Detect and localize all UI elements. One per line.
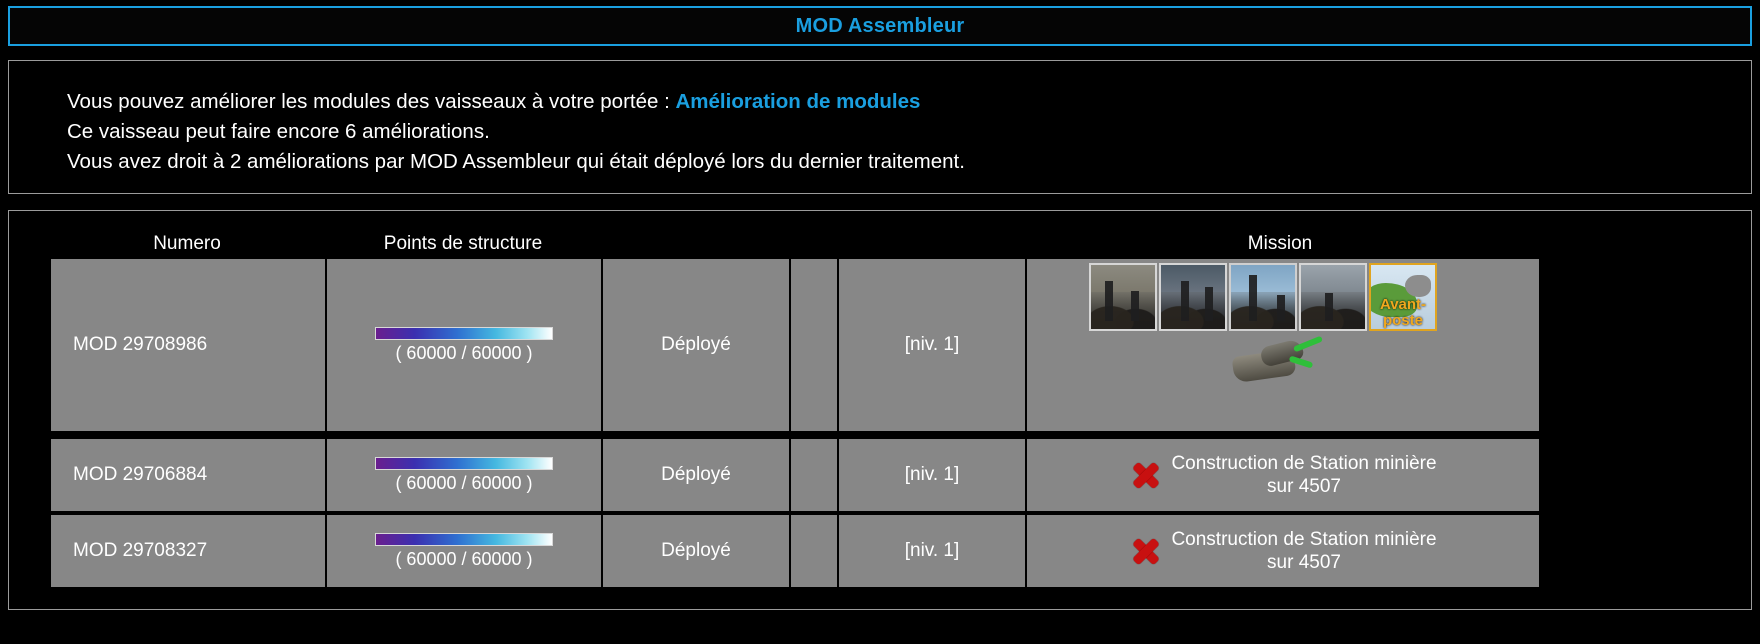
cell-mission <box>1027 515 1539 587</box>
window-titlebar <box>8 6 1752 46</box>
structure-label: ( 60000 / 60000 ) <box>395 342 533 363</box>
cell-blank <box>791 515 837 587</box>
cell-structure <box>327 439 601 511</box>
info-line-3: Vous avez droit à 2 améliorations par MOD Assembleur qui était déployé lors du dernier traitement. <box>67 150 965 173</box>
info-panel <box>8 60 1752 194</box>
cell-level: [niv. 1] <box>839 439 1025 511</box>
column-header-numero: Numero <box>153 233 221 254</box>
table-row[interactable] <box>51 439 1539 511</box>
mission-thumb-1-icon[interactable] <box>1089 263 1157 331</box>
cell-state: Déployé <box>603 515 789 587</box>
cell-level: [niv. 1] <box>839 515 1025 587</box>
column-header-mission: Mission <box>1247 233 1313 254</box>
cell-state: Déployé <box>603 439 789 511</box>
cell-structure <box>327 515 601 587</box>
cell-state: Déployé <box>603 259 789 431</box>
structure-label: ( 60000 / 60000 ) <box>395 548 533 569</box>
table-column-headers <box>9 211 1751 253</box>
avant-poste-icon[interactable] <box>1369 263 1437 331</box>
structure-bar <box>375 327 553 340</box>
mission-thumb-3-icon[interactable] <box>1229 263 1297 331</box>
structure-bar <box>375 457 553 470</box>
mod-ship-icon <box>1227 339 1327 393</box>
info-line-1 <box>67 87 1751 117</box>
outpost-label-line2: poste <box>1382 312 1423 329</box>
structure-label: ( 60000 / 60000 ) <box>395 472 533 493</box>
mission-thumb-4-icon[interactable] <box>1299 263 1367 331</box>
column-header-points: Points de structure <box>383 233 543 254</box>
mission-thumb-2-icon[interactable] <box>1159 263 1227 331</box>
mod-table-panel <box>8 210 1752 610</box>
mission-line-2: sur 4507 <box>1267 476 1341 497</box>
cell-mission <box>1027 259 1539 431</box>
cell-blank <box>791 259 837 431</box>
cell-numero: MOD 29706884 <box>51 439 325 511</box>
cell-level: [niv. 1] <box>839 259 1025 431</box>
mission-description <box>1171 452 1436 498</box>
mission-line-2: sur 4507 <box>1267 552 1341 573</box>
info-line-1-text: Vous pouvez améliorer les modules des vaisseaux à votre portée : <box>67 90 676 113</box>
cell-numero: MOD 29708327 <box>51 515 325 587</box>
cell-numero: MOD 29708986 <box>51 259 325 431</box>
mission-line-1: Construction de Station minière <box>1171 529 1437 550</box>
cell-mission <box>1027 439 1539 511</box>
cell-blank <box>791 439 837 511</box>
table-row[interactable] <box>51 259 1539 431</box>
info-line-2: Ce vaisseau peut faire encore 6 améliorations. <box>67 120 490 143</box>
red-cross-icon[interactable] <box>1129 534 1163 568</box>
structure-bar <box>375 533 553 546</box>
mission-description <box>1171 528 1436 574</box>
table-row[interactable] <box>51 515 1539 587</box>
red-cross-icon[interactable] <box>1129 458 1163 492</box>
page-title: MOD Assembleur <box>795 14 965 37</box>
mission-image-strip <box>1089 263 1437 331</box>
amelioration-de-modules-link[interactable]: Amélioration de modules <box>675 90 921 113</box>
mission-line-1: Construction de Station minière <box>1171 453 1437 474</box>
cell-structure <box>327 259 601 431</box>
outpost-label-line1: Avant- <box>1379 296 1427 313</box>
